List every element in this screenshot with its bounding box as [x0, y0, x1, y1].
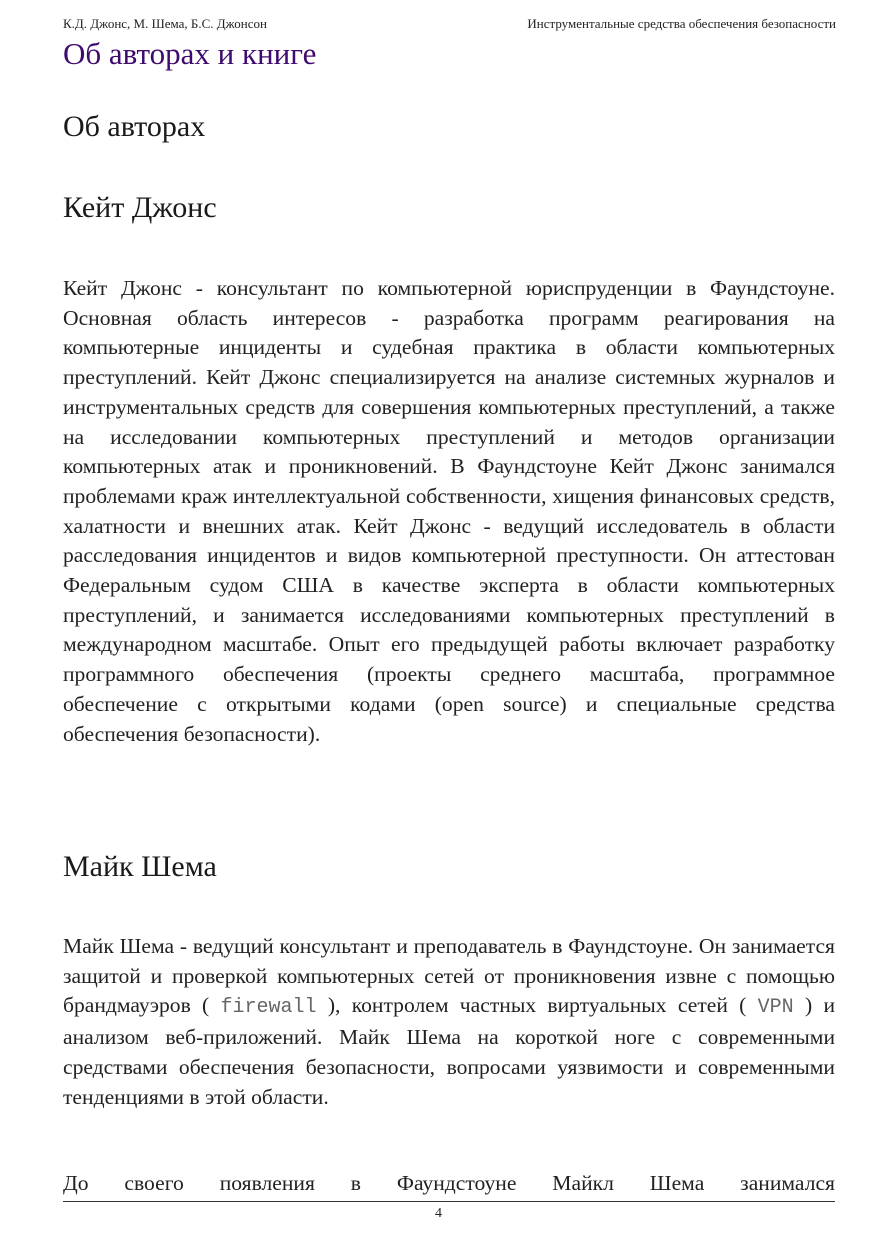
author-bio-jones: Кейт Джонс - консультант по компьютерной юриспруденции в Фаундстоуне. Основная область интересов - разработка программ реагирования на компьютерные инциденты и судебная практика в области компьютерных преступлений. Кейт Джонс специализируется на анализе системных журналов и инструментальных средств для совершения компьютерных преступлений, а также на исследовании компьютерных преступлений и методов организации компьютерных атак и проникновений. В Фаундстоуне Кейт Джонс занимался проблемами краж интеллектуальной собственности, хищения финансовых средств, халатности и внешних атак. Кейт Джонс - ведущий исследователь в области расследования инцидентов и видов компьютерной преступности. Он аттестован Федеральным судом США в качестве эксперта в области компьютерных преступлений, и занимается исследованиями компьютерных преступлений в международном масштабе. Опыт его предыдущей работы включает разработку программного обеспечения (проекты среднего масштаба, программное обеспечение с открытыми кодами (open source) и специальные средства обеспечения безопасности). — [63, 276, 835, 746]
term-firewall: firewall — [220, 996, 317, 1020]
running-header-book-title: Инструментальные средства обеспечения безопасности — [527, 16, 836, 31]
bio-text-1: Майк Шема - ведущий консультант и преподаватель в Фаундстоуне. Он занимается защитой и проверкой компьютерных сетей от проникновения извне с помощью брандмауэров ( — [63, 934, 835, 1018]
chapter-title: Об авторах и книге — [63, 36, 317, 71]
author-bio-shema — [63, 932, 835, 1112]
bio-text-3: ) и анализом веб-приложений. Майк Шема на короткой ноге с современными средствами обеспечения безопасности, вопросами уязвимости и современными тенденциями в этой области. — [63, 993, 836, 1109]
author-bio-shema-continued: До своего появления в Фаундстоуне Майкл Шема занимался — [63, 1171, 835, 1195]
page-number: 4 — [435, 1206, 442, 1221]
author-name-shema: Майк Шема — [63, 850, 217, 883]
author-name-jones: Кейт Джонс — [63, 191, 217, 224]
term-vpn: VPN — [757, 996, 794, 1020]
running-header-authors: К.Д. Джонс, М. Шема, Б.С. Джонсон — [63, 16, 267, 31]
bio-text-2: ), контролем частных виртуальных сетей ( — [327, 993, 747, 1018]
footer-divider — [63, 1201, 835, 1202]
section-title: Об авторах — [63, 110, 206, 143]
